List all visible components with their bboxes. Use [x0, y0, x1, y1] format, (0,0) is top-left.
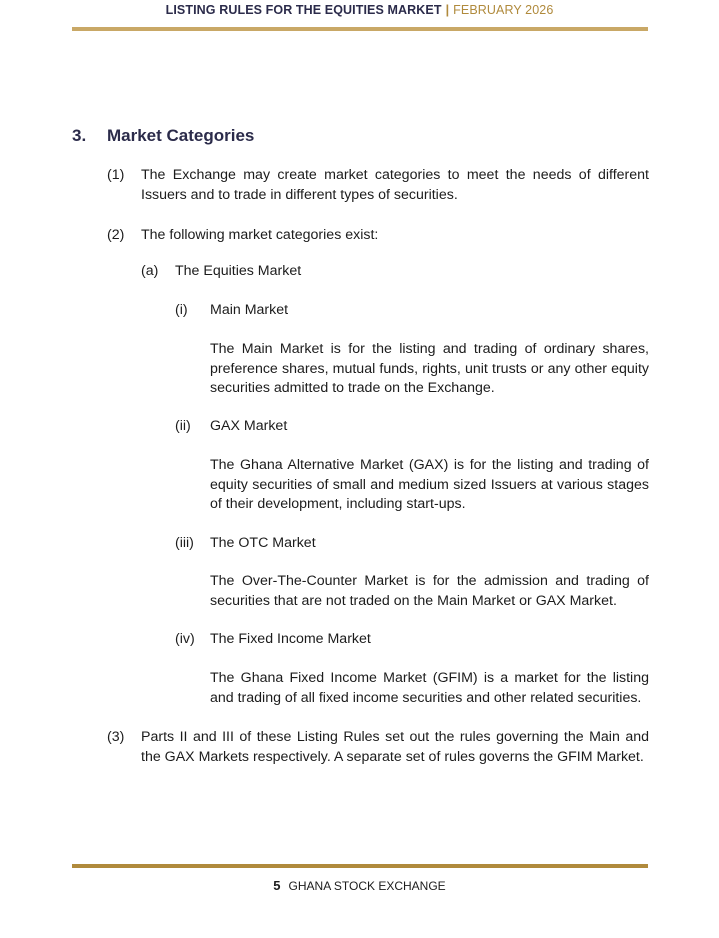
entry-title: Main Market: [210, 302, 289, 318]
entry-label: (i): [175, 302, 188, 318]
page-number: 5: [273, 878, 281, 893]
entry-label: (iv): [175, 631, 195, 647]
entry-label: (ii): [175, 418, 191, 434]
running-header: [0, 3, 719, 17]
page-footer: [0, 878, 719, 893]
clause-label: (2): [107, 227, 125, 243]
clause-label: (3): [107, 729, 125, 745]
section-title: Market Categories: [107, 126, 255, 145]
entry-label: (iii): [175, 535, 194, 551]
entry-body: The Ghana Fixed Income Market (GFIM) is a market for the listing and trading of all fixed income securities and other related securities.: [210, 670, 649, 706]
clause-label: (1): [107, 167, 125, 183]
clause-text: The following market categories exist:: [141, 227, 379, 243]
subclause-label: (a): [141, 263, 159, 279]
clause-text: The Exchange may create market categories to meet the needs of different Issuers and to trade in different types of securities.: [141, 167, 649, 203]
footer-org: GHANA STOCK EXCHANGE: [288, 879, 446, 893]
header-separator: |: [445, 3, 450, 17]
header-rule: [72, 27, 648, 31]
header-title: LISTING RULES FOR THE EQUITIES MARKET: [165, 3, 442, 17]
entry-body: The Main Market is for the listing and trading of ordinary shares, preference shares, mutual funds, rights, unit trusts or any other equity securities admitted to trade on the Exchange.: [210, 341, 649, 396]
section-number: 3.: [72, 126, 87, 145]
entry-title: The OTC Market: [210, 535, 316, 551]
header-date: FEBRUARY 2026: [453, 3, 554, 17]
subclause-title: The Equities Market: [175, 263, 302, 279]
entry-title: The Fixed Income Market: [210, 631, 371, 647]
entry-title: GAX Market: [210, 418, 288, 434]
entry-body: The Over-The-Counter Market is for the admission and trading of securities that are not traded on the Main Market or GAX Market.: [210, 573, 649, 609]
clause-text: Parts II and III of these Listing Rules set out the rules governing the Main and the GAX Markets respectively. A separate set of rules governs the GFIM Market.: [141, 729, 649, 765]
entry-body: The Ghana Alternative Market (GAX) is for the listing and trading of equity securities of small and medium sized Issuers at various stages of their development, including start-ups.: [210, 457, 649, 512]
footer-rule: [72, 864, 648, 868]
